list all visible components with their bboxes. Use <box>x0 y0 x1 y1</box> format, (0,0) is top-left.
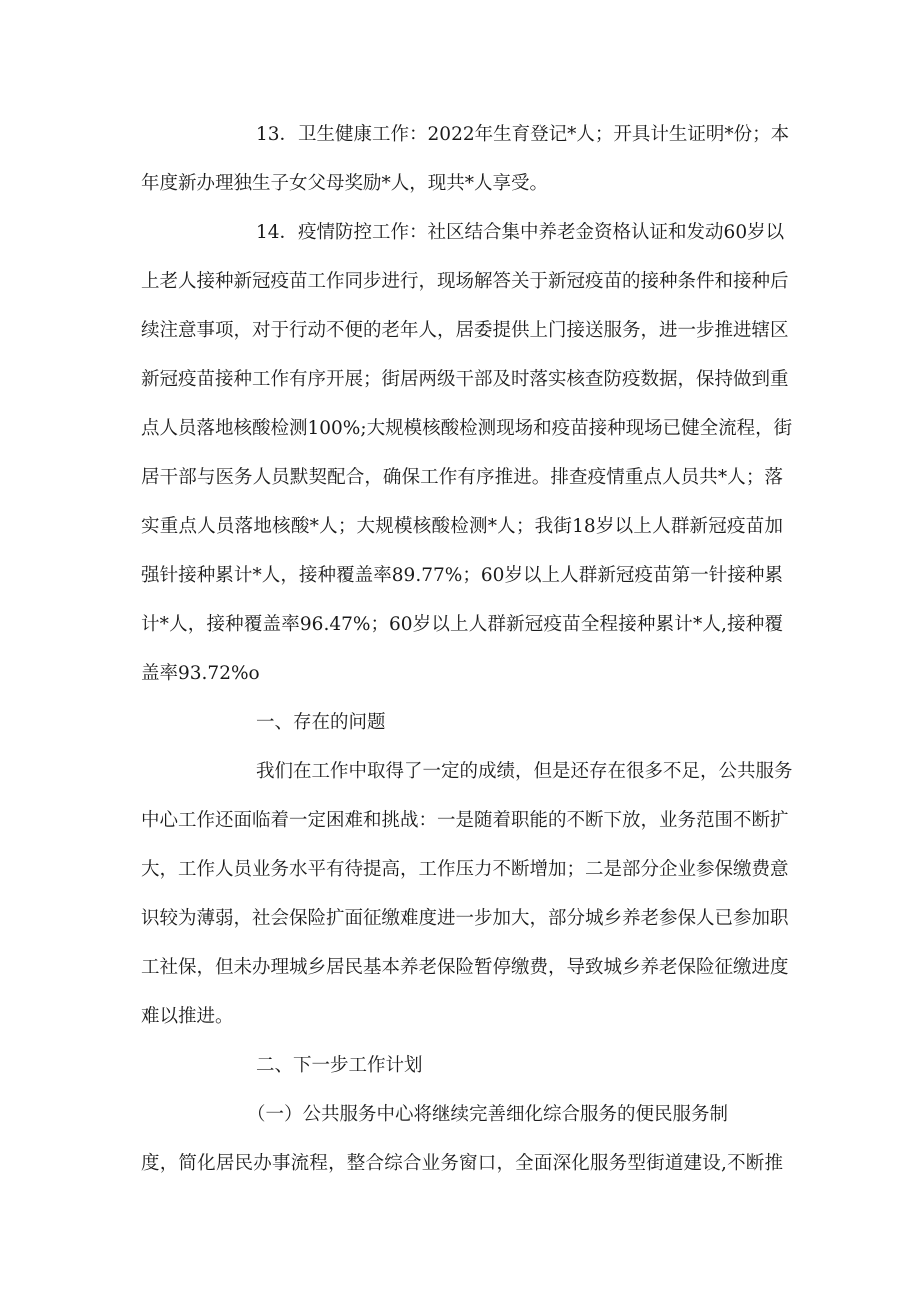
problems-paragraph-line-5: 工社保，但未办理城乡居民基本养老保险暂停缴费，导致城乡养老保险征缴进度 <box>141 957 789 978</box>
problems-paragraph-line-1: 我们在工作中取得了一定的成绩，但是还存在很多不足，公共服务 <box>256 761 793 782</box>
paragraph-14-line-3: 续注意事项，对于行动不便的老年人，居委提供上门接送服务，进一步推进辖区 <box>141 320 789 341</box>
problems-paragraph-line-6: 难以推进。 <box>141 1006 234 1027</box>
plan-item-1-line-1: （一）公共服务中心将继续完善细化综合服务的便民服务制 <box>247 1104 729 1125</box>
paragraph-13-line-2: 年度新办理独生子女父母奖励*人，现共*人享受。 <box>141 173 549 194</box>
paragraph-14-line-4: 新冠疫苗接种工作有序开展；街居两级干部及时落实核查防疫数据，保持做到重 <box>141 369 789 390</box>
section-heading-next-plan: 二、下一步工作计划 <box>256 1055 423 1076</box>
paragraph-14-line-8: 强针接种累计*人，接种覆盖率89.77%；60岁以上人群新冠疫苗第一针接种累 <box>141 565 783 586</box>
problems-paragraph-line-4: 识较为薄弱，社会保险扩面征缴难度进一步加大，部分城乡养老参保人已参加职 <box>141 908 789 929</box>
paragraph-14-line-10: 盖率93.72%o <box>141 663 260 684</box>
paragraph-14-line-5: 点人员落地核酸检测100%;大规模核酸检测现场和疫苗接种现场已健全流程，街 <box>141 418 793 439</box>
paragraph-14-line-2: 上老人接种新冠疫苗工作同步进行，现场解答关于新冠疫苗的接种条件和接种后 <box>141 271 789 292</box>
plan-item-1-line-2: 度，简化居民办事流程，整合综合业务窗口，全面深化服务型街道建设,不断推 <box>141 1153 783 1174</box>
paragraph-14-line-6: 居干部与医务人员默契配合，确保工作有序推进。排查疫情重点人员共*人；落 <box>141 467 783 488</box>
paragraph-14-line-7: 实重点人员落地核酸*人；大规模核酸检测*人；我街18岁以上人群新冠疫苗加 <box>141 516 783 537</box>
paragraph-13-line-1: 13．卫生健康工作：2022年生育登记*人；开具计生证明*份；本 <box>256 124 790 145</box>
section-heading-problems: 一、存在的问题 <box>256 712 386 733</box>
problems-paragraph-line-3: 大，工作人员业务水平有待提高，工作压力不断增加；二是部分企业参保缴费意 <box>141 859 789 880</box>
problems-paragraph-line-2: 中心工作还面临着一定困难和挑战：一是随着职能的不断下放，业务范围不断扩 <box>141 810 789 831</box>
paragraph-14-line-9: 计*人，接种覆盖率96.47%；60岁以上人群新冠疫苗全程接种累计*人,接种覆 <box>141 614 783 635</box>
paragraph-14-line-1: 14．疫情防控工作：社区结合集中养老金资格认证和发动60岁以 <box>256 222 785 243</box>
